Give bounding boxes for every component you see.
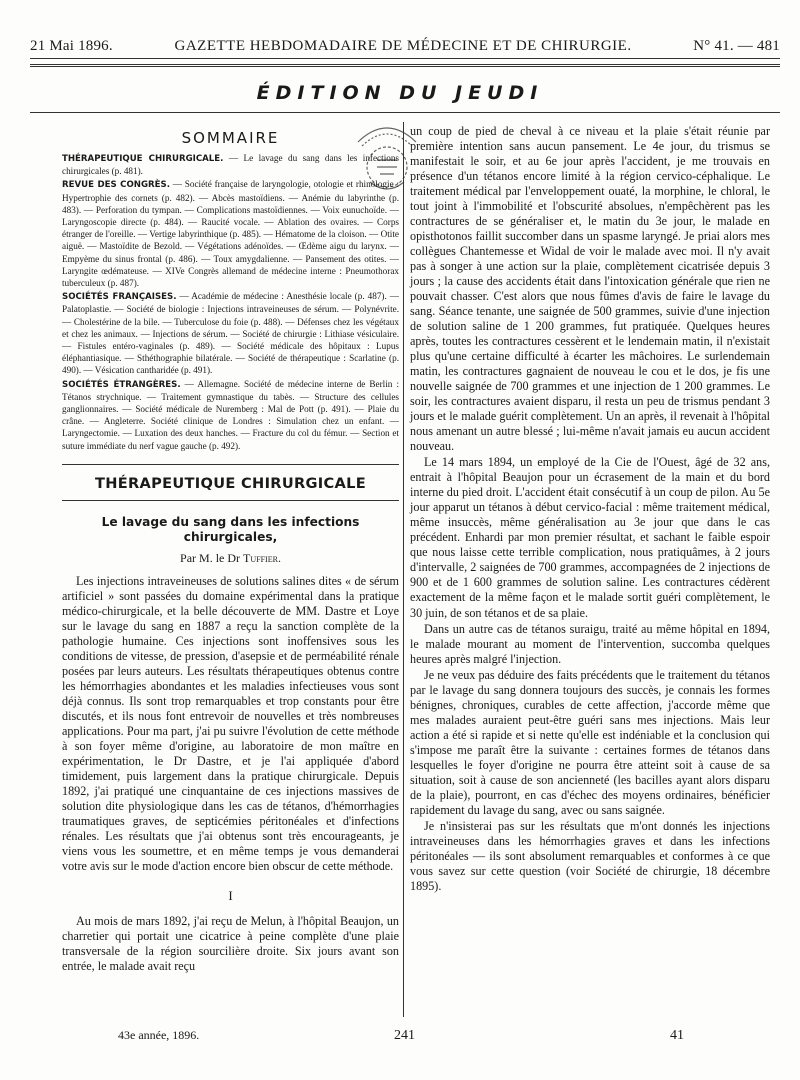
footer-year: 43e année, 1896. xyxy=(118,1028,200,1042)
article-paragraph: Dans un autre cas de tétanos suraigu, traité au même hôpital en 1894, le malade mourant au moment de l'intervention, succomba quelques heures après malgré l'injection. xyxy=(410,621,770,666)
edition-banner: ÉDITION DU JEUDI xyxy=(256,82,544,104)
header-double-rule xyxy=(30,64,780,67)
article-paragraph: Je n'insisterai pas sur les résultats que m'ont donnés les injections intraveineuses dans les hémorrhagies graves et dans les infections péritonéales — ils sont absolument remarquables et conformes à ce que vous savez sur cette question (voir Société de chirurgie, 18 décembre 1895). xyxy=(410,818,770,893)
sommaire-title: SOMMAIRE xyxy=(181,129,280,147)
article-title: Le lavage du sang dans les infections chirurgicales, xyxy=(101,514,360,544)
article-paragraph: Le 14 mars 1894, un employé de la Cie de l'Ouest, âgé de 32 ans, entrait à l'hôpital Beaujon pour un écrasement de la main et du bord interne du pied droit. L'accident était consécutif à un coup de pilon. Au 5e jour apparut un tétanos à début cervico-facial : même traitement médical, même insuccès, même généralisation au 3e jour que dans le cas précédent. Enhardi par mon premier résultat, et sachant le faible espoir que nous laisse cette terrible complication, nous pratiquâmes, à 2 jours d'intervalle, 2 saignées de 700 grammes, accompagnées de 2 injections de 900 et de 1 600 grammes de solution saline. Les contractures cédèrent exactement de la même façon et le malade sortit guéri complètement, le 30 juin, de son tétanos et de sa plaie. xyxy=(410,455,770,620)
section-title: THÉRAPEUTIQUE CHIRURGICALE xyxy=(94,474,367,492)
header-date: 21 Mai 1896. xyxy=(30,38,113,54)
article-paragraph: Les injections intraveineuses de solutions salines dites « de sérum artificiel » sont passées du domaine expérimental dans la pratique médico-chirurgicale, et la belle découverte de MM. Dastre et Loye sur le lavage du sang en 1887 a reçu la sanction complète de la pathologie humaine. Ces injections sont inoffensives sous les conditions de vitesse, de pression, d'asepsie et de perméabilité rénale posées par leurs auteurs. Les résultats thérapeutiques obtenus contre les hémorrhagies abondantes et les maladies infectieuses vous sont déjà connus. Ils sont trop remarquables et trop constants pour être discutés, et ils nous font entrevoir de nouvelles et très nombreuses applications. Pour ma part, j'ai pu suivre l'évolution de cette méthode à son foyer même d'origine, au laboratoire de mon maître en expérimentation, le Dr Dastre, et je l'ai appliquée d'abord timidement, puis largement dans la pratique chirurgicale. Depuis 1892, j'ai pratiqué une cinquantaine de ces injections massives de solution dite physiologique dans les cas de tétanos, d'hémorrhagies traumatiques graves, de septicémies péritonéales et d'infections rénales. Les résultats que j'ai obtenus sont très encourageants, je viens vous les soumettre, et en même temps je vous demanderai votre avis sur le mode d'action encore bien obscur de cette méthode. xyxy=(62,573,399,873)
article-paragraph: Je ne veux pas déduire des faits précédents que le traitement du tétanos par le lavage du sang donnera toujours des succès, je connais les formes bénignes, chroniques, curables de cette affection, j'accorde même que mes malades auraient peut-être guéri sans mes injections. Mais leur action a été si rapide et si nette qu'elle est indéniable et la conclusion qui s'impose me paraît être la suivante : certaines formes de tétanos dans lesquelles le foyer d'origine ne pourra être atteint soit à cause de sa situation, soit à cause de son ancienneté (les bacilles ayant alors disparu de la plaie), pourront, en cas d'échec des moyens ordinaires, bénéficier rapidement du lavage du sang, avec ou sans saignée. xyxy=(410,667,770,817)
right-column xyxy=(410,124,770,894)
sommaire-section-head: SOCIÉTÉS ÉTRANGÈRES. xyxy=(62,379,181,390)
sommaire-section-text: — Allemagne. Société de médecine interne de Berlin : Tétanos strychnique. — Traitement gymnastique du tabès. — Structure des cellules ganglionnaires. — Société médicale de Nuremberg : Mal de Pott (p. 491). — Plaie du crâne. — Angleterre. Société clinique de Londres : Simulation chez un enfant. — Laryngectomie. — Luxation des deux hanches. — Fracture du col du fémur. — Section et suture immédiate du nerf vague gauche (p. 492). xyxy=(62,378,399,451)
sommaire-item xyxy=(62,178,399,289)
roman-section-number: I xyxy=(228,887,233,903)
sommaire-section-text: — Académie de médecine : Anesthésie locale (p. 487). — Palatoplastie. — Société de biologie : Injections intraveineuses de sérum. — Polynévrite. — Cholestérine de la bile. — Tuberculose du foie (p. 488). — Défenses chez les végétaux et chez les animaux. — Injections de sérum. — Société de chirurgie : Lithiase vésiculaire. — Fistules entéro-vaginales (p. 489). — Société médicale des hôpitaux : Lupus éléphantiasique. — Sthéthographie bilatérale. — Société de thérapeutique : Scarlatine (p. 490). — Vésication cantharidée (p. 491). xyxy=(62,291,399,376)
left-column xyxy=(62,124,399,974)
sommaire-section-head: THÉRAPEUTIQUE CHIRURGICALE. xyxy=(62,154,224,164)
sommaire-list xyxy=(62,152,399,452)
footer-signature-number: 41 xyxy=(670,1028,684,1043)
byline-author: Tuffier. xyxy=(243,550,281,565)
column-separator xyxy=(403,122,404,1017)
sommaire-section-text: — Société française de laryngologie, otologie et rhinologie : Hypertrophie des cornets (p. 482). — Abcès mastoïdiens. — Anémie du labyrinthe (p. 483). — Perforation du tympan. — Complications mastoïdiennes. — Voix eunuchoïde. — Laryngoscopie directe (p. 484). — Raucité vocale. — Ablation des ovaires. — Corps étranger de l'oreille. — Vertige labyrinthique (p. 485). — Hématome de la cloison. — Otite aiguë. — Mastoïdite de Bezold. — Végétations adénoïdes. — Œdème aigu du larynx. — Empyème du sinus frontal (p. 486). — Toux amygdalienne. — Pansement des otites. — Laryngite œdémateuse. — XIVe Congrès allemand de médecine interne : Pneumothorax tuberculeux (p. 487). xyxy=(62,179,399,289)
right-article-body xyxy=(410,124,770,894)
article-paragraph: un coup de pied de cheval à ce niveau et la plaie s'était réunie par première intention sans aucun pansement. Le 4e jour, du trismus se manifestait le soir, et au 6e jour après l'accident, je me trouvais en présence d'un tétanos encore limité à la région cervico-céphalique. Le traitement médical par l'enveloppement ouaté, la morphine, le chloral, le tout joint à l'immobilité et l'obscurité absolues, n'empêchèrent pas les contractures de se généraliser et, le matin du 3e jour, le malade en opisthotonos faillit succomber dans un spasme laryngé. Je priai alors mes collègues Chantemesse et Widal de voir le malade avec moi. Il n'y avait pas à songer à une action sur la plaie, complètement cicatrisée depuis 3 jours ; la cause des accidents était dans l'intoxication générale que rien ne pouvait chasser. C'est alors que nous fûmes d'avis de faire le lavage du sang. Séance tenante, une saignée de 500 grammes, suivie d'une injection de solution saline de 1 200 grammes, fut pratiquée. Quelques heures après, toutes les contractures cessèrent et le lendemain matin, il n'existait plus qu'une certaine difficulté à écarter les mâchoires. Le surlendemain matin, les contractures gagnaient de nouveau le cou et le dos, je fis une nouvelle saignée de 700 grammes et une injection de 1 200 grammes. Le soir, les contractures avaient disparu, il resta un peu de trismus pendant 3 jours et le malade guérit complètement. Un an après, il revenait à l'hôpital nous amenant un autre blessé ; lui-même n'avait jamais eu aucun accident nouveau. xyxy=(410,124,770,454)
article-byline xyxy=(62,551,399,566)
section-top-rule xyxy=(62,464,399,465)
page-header xyxy=(30,38,780,55)
byline-prefix: Par M. le Dr xyxy=(180,550,244,565)
footer-sheet-number: 241 xyxy=(394,1028,415,1043)
sommaire-section-head: SOCIÉTÉS FRANÇAISES. xyxy=(62,292,177,303)
section-bottom-rule xyxy=(62,500,399,501)
header-issue-page: N° 41. — 481 xyxy=(693,38,780,54)
sommaire-item xyxy=(62,152,399,177)
sommaire-item xyxy=(62,290,399,376)
header-journal-title: GAZETTE HEBDOMADAIRE DE MÉDECINE ET DE CHIRURGIE. xyxy=(174,38,632,54)
header-rule xyxy=(30,58,780,59)
left-article-body xyxy=(62,574,399,974)
sommaire-item xyxy=(62,378,399,452)
sommaire-section-head: REVUE DES CONGRÈS. xyxy=(62,180,170,191)
article-paragraph: Au mois de mars 1892, j'ai reçu de Melun, à l'hôpital Beaujon, un charretier qui portait une cicatrice à peine complète d'une plaie transversale de la région sourcilière droite. Six jours avant son entrée, le malade avait reçu xyxy=(62,913,399,973)
sommaire-section-text: — Le lavage du sang dans les infections chirurgicales (p. 481). xyxy=(62,153,400,177)
